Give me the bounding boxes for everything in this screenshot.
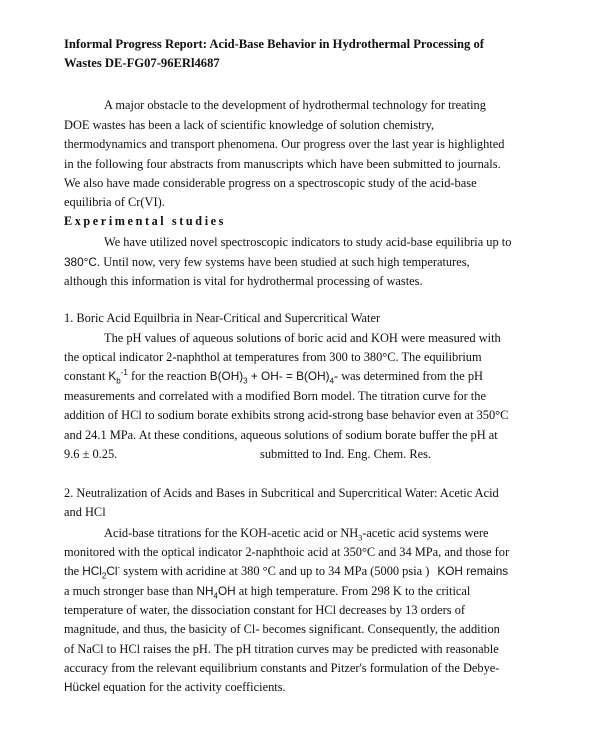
- text-run: NH: [196, 584, 214, 598]
- intro-line: We also have made considerable progress on a spectroscopic study of the acid-base: [64, 176, 477, 190]
- text-run: equation for the activity coefficients.: [100, 680, 286, 694]
- section2-line: [104, 525, 489, 541]
- experimental-text: Until now, very few systems have been studied at such high temperatures,: [100, 255, 470, 269]
- section1-line: and 24.1 MPa. At these conditions, aqueous solutions of sodium borate buffer the pH at: [64, 428, 498, 442]
- section2-line: magnitude, and thus, the basicity of Cl- becomes significant. Consequently, the addition: [64, 622, 500, 636]
- proper-name: Hückel: [64, 680, 101, 694]
- subscript: 3: [358, 533, 363, 543]
- section1-title: 1. Boric Acid Equilbria in Near-Critical and Supercritical Water: [64, 311, 381, 325]
- chemical-formula: [82, 563, 121, 581]
- intro-line: DOE wastes has been a lack of scientific knowledge of solution chemistry,: [64, 118, 435, 132]
- text-run: at high temperature. From 298 K to the critical: [235, 584, 471, 598]
- intro-line: equilibria of Cr(VI).: [64, 195, 165, 209]
- ph-value: 9.6 ± 0.25.: [64, 447, 118, 461]
- text-run: B(OH): [209, 369, 244, 383]
- section2-line: temperature of water, the dissociation constant for HCl decreases by 13 orders of: [64, 603, 466, 617]
- text-run: Acid-base titrations for the KOH-acetic acid or NH: [104, 526, 359, 540]
- section2-line: accuracy from the relevant equilibrium constants and Pitzer's formulation of the Debye-: [64, 661, 500, 675]
- subscript: b: [116, 376, 121, 386]
- section2-line: [64, 679, 286, 695]
- section2-line: monitored with the optical indicator 2-naphthoic acid at 350°C and 34 MPa, and those for: [64, 545, 510, 559]
- reaction-equation: [209, 369, 334, 386]
- text-run: a much stronger base than: [64, 584, 197, 598]
- section1-line: the optical indicator 2-naphthol at temperatures from 300 to 380°C. The equilibrium: [64, 350, 482, 364]
- section1-line: addition of HCl to sodium borate exhibits strong acid-strong base behavior even at 350°C: [64, 408, 509, 422]
- intro-line: in the following four abstracts from manuscripts which have been submitted to journals.: [64, 157, 501, 171]
- text-run: - was determined from the pH: [334, 369, 483, 383]
- section1-line: [64, 368, 483, 384]
- text-run: -acetic acid systems were: [362, 526, 489, 540]
- text-run: for the reaction: [127, 369, 210, 383]
- section2-title: 2. Neutralization of Acids and Bases in Subcritical and Supercritical Water: Acetic Acid: [64, 486, 499, 500]
- experimental-heading: Experimental studies: [64, 214, 227, 228]
- text-run: K: [108, 369, 117, 383]
- report-title-line1: Informal Progress Report: Acid-Base Behavior in Hydrothermal Processing of: [64, 37, 484, 51]
- report-title-line2: Wastes DE-FG07-96ERl4687: [64, 56, 220, 70]
- chemical-formula: KOH remains: [437, 564, 509, 578]
- section1-line: The pH values of aqueous solutions of boric acid and KOH were measured with: [104, 331, 501, 345]
- superscript: -: [117, 563, 121, 573]
- subscript: 3: [243, 376, 248, 386]
- submission-note: submitted to Ind. Eng. Chem. Res.: [260, 447, 432, 461]
- intro-line: thermodynamics and transport phenomena. Our progress over the last year is highlighted: [64, 137, 505, 151]
- text-run: the: [64, 564, 83, 578]
- chemical-formula: [196, 584, 236, 601]
- superscript: -1: [120, 368, 128, 378]
- equilibrium-constant: [108, 368, 128, 386]
- section2-title: and HCl: [64, 505, 106, 519]
- section1-line: measurements and correlated with a modified Born model. The titration curve for the: [64, 389, 486, 403]
- experimental-line: [64, 254, 470, 270]
- section2-line: of NaCl to HCl raises the pH. The pH titration curves may be predicted with reasonable: [64, 642, 499, 656]
- text-run: system with acridine at 380 °C and up to 34 MPa (5000 psia ): [120, 564, 430, 578]
- text-run: constant: [64, 369, 109, 383]
- intro-line: A major obstacle to the development of hydrothermal technology for treating: [104, 98, 486, 112]
- experimental-line: We have utilized novel spectroscopic indicators to study acid-base equilibria up to: [104, 235, 512, 249]
- subscript: 4: [329, 376, 334, 386]
- section2-line: [64, 583, 470, 599]
- experimental-line: although this information is vital for hydrothermal processing of wastes.: [64, 274, 423, 288]
- section2-line: [64, 563, 508, 579]
- subscript: 4: [213, 591, 218, 601]
- text-run: + OH- = B(OH): [247, 369, 330, 383]
- temperature-value: 380°C.: [64, 255, 101, 269]
- text-run: Cl: [106, 564, 118, 578]
- text-run: OH: [217, 584, 236, 598]
- subscript: 2: [101, 571, 107, 581]
- text-run: HCl: [82, 564, 102, 578]
